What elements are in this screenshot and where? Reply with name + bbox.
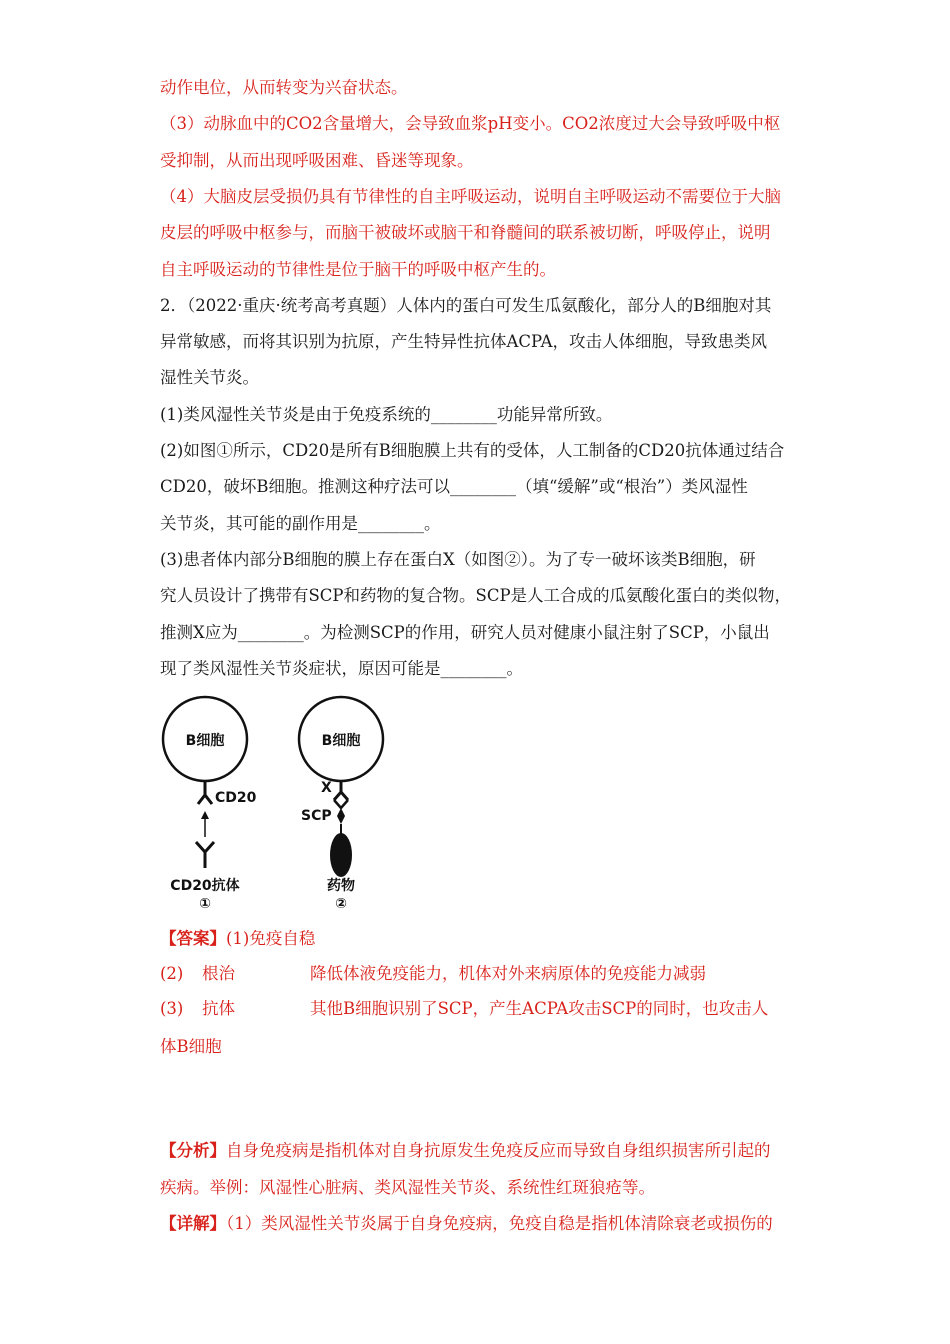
detail-text: （1）类风湿性关节炎属于自身免疫病，免疫自稳是指机体清除衰老或损伤的 bbox=[226, 1214, 773, 1233]
figure-number-1: ① bbox=[199, 896, 211, 912]
drug-label: 药物 bbox=[327, 878, 355, 894]
x-label: X bbox=[321, 780, 332, 796]
analysis-line bbox=[160, 1140, 800, 1162]
answer-2-number: (2) bbox=[160, 964, 184, 983]
drug-ellipse bbox=[330, 833, 352, 877]
answer-3-part-2: 其他B细胞识别了SCP，产生ACPA攻击SCP的同时，也攻击人 bbox=[310, 999, 769, 1018]
explanation-line: 受抑制，从而出现呼吸困难、昏迷等现象。 bbox=[160, 151, 474, 170]
answer-3-number: (3) bbox=[160, 999, 184, 1018]
analysis-text: 自身免疫病是指机体对自身抗原发生免疫反应而导致自身组织损害所引起的 bbox=[226, 1141, 771, 1160]
answer-row-3 bbox=[160, 998, 800, 1020]
sub-question-1: (1)类风湿性关节炎是由于免疫系统的________功能异常所致。 bbox=[160, 405, 613, 424]
answer-3-continued: 体B细胞 bbox=[160, 1037, 222, 1056]
answer-2-part-2: 降低体液免疫能力，机体对外来病原体的免疫能力减弱 bbox=[310, 964, 706, 983]
sub-question-3-line: 推测X应为________。为检测SCP的作用，研究人员对健康小鼠注射了SCP，小鼠出 bbox=[160, 623, 770, 642]
explanation-line: 皮层的呼吸中枢参与，而脑干被破坏或脑干和脊髓间的联系被切断，呼吸停止，说明 bbox=[160, 223, 771, 242]
cd20-antibody-label: CD20抗体 bbox=[170, 878, 240, 894]
question-stem-line: 2．（2022·重庆·统考高考真题）人体内的蛋白可发生瓜氨酸化，部分人的B细胞对其 bbox=[160, 296, 772, 315]
explanation-line: （4）大脑皮层受损仍具有节律性的自主呼吸运动，说明自主呼吸运动不需要位于大脑 bbox=[160, 187, 781, 206]
question-stem-line: 湿性关节炎。 bbox=[160, 368, 259, 387]
cd20-antibody-icon bbox=[196, 842, 214, 868]
sub-question-2: (2)如图①所示，CD20是所有B细胞膜上共有的受体，人工制备的CD20抗体通过结合 bbox=[160, 441, 785, 460]
explanation-line: 动作电位，从而转变为兴奋状态。 bbox=[160, 78, 408, 97]
scp-molecule bbox=[334, 800, 348, 834]
arrow-up-icon bbox=[201, 811, 209, 837]
answer-row-2 bbox=[160, 963, 800, 985]
sub-question-2-line: 关节炎，其可能的副作用是________。 bbox=[160, 514, 441, 533]
question-stem-line: 异常敏感，而将其识别为抗原，产生特异性抗体ACPA，攻击人体细胞，导致患类风 bbox=[160, 332, 768, 351]
answer-tag: 【答案】 bbox=[160, 929, 226, 948]
answer-1: (1)免疫自稳 bbox=[226, 929, 316, 948]
protein-x-receptor bbox=[334, 781, 348, 800]
b-cell-diagram bbox=[158, 692, 388, 914]
sub-question-2-line: CD20，破坏B细胞。推测这种疗法可以________（填“缓解”或“根治”）类风湿性 bbox=[160, 477, 748, 496]
sub-question-3-line: 现了类风湿性关节炎症状，原因可能是________。 bbox=[160, 659, 523, 678]
analysis-line-2: 疾病。举例：风湿性心脏病、类风湿性关节炎、系统性红斑狼疮等。 bbox=[160, 1178, 655, 1197]
scp-label: SCP bbox=[301, 808, 332, 824]
b-cell-1-label: B细胞 bbox=[185, 733, 225, 749]
sub-question-3-line: 究人员设计了携带有SCP和药物的复合物。SCP是人工合成的瓜氨酸化蛋白的类似物， bbox=[160, 586, 792, 605]
analysis-tag: 【分析】 bbox=[160, 1141, 226, 1160]
answer-line bbox=[160, 928, 800, 950]
answer-3-part-1: 抗体 bbox=[202, 999, 235, 1018]
detail-tag: 【详解】 bbox=[160, 1214, 226, 1233]
detail-line bbox=[160, 1213, 800, 1235]
cd20-label: CD20 bbox=[215, 790, 257, 806]
cd20-receptor bbox=[198, 781, 212, 804]
answer-2-part-1: 根治 bbox=[202, 964, 235, 983]
b-cell-2-label: B细胞 bbox=[321, 733, 361, 749]
explanation-line: 自主呼吸运动的节律性是位于脑干的呼吸中枢产生的。 bbox=[160, 260, 556, 279]
explanation-line: （3）动脉血中的CO2含量增大，会导致血浆pH变小。CO2浓度过大会导致呼吸中枢 bbox=[160, 114, 781, 133]
figure-number-2: ② bbox=[335, 896, 347, 912]
sub-question-3: (3)患者体内部分B细胞的膜上存在蛋白X（如图②）。为了专一破坏该类B细胞，研 bbox=[160, 550, 756, 569]
